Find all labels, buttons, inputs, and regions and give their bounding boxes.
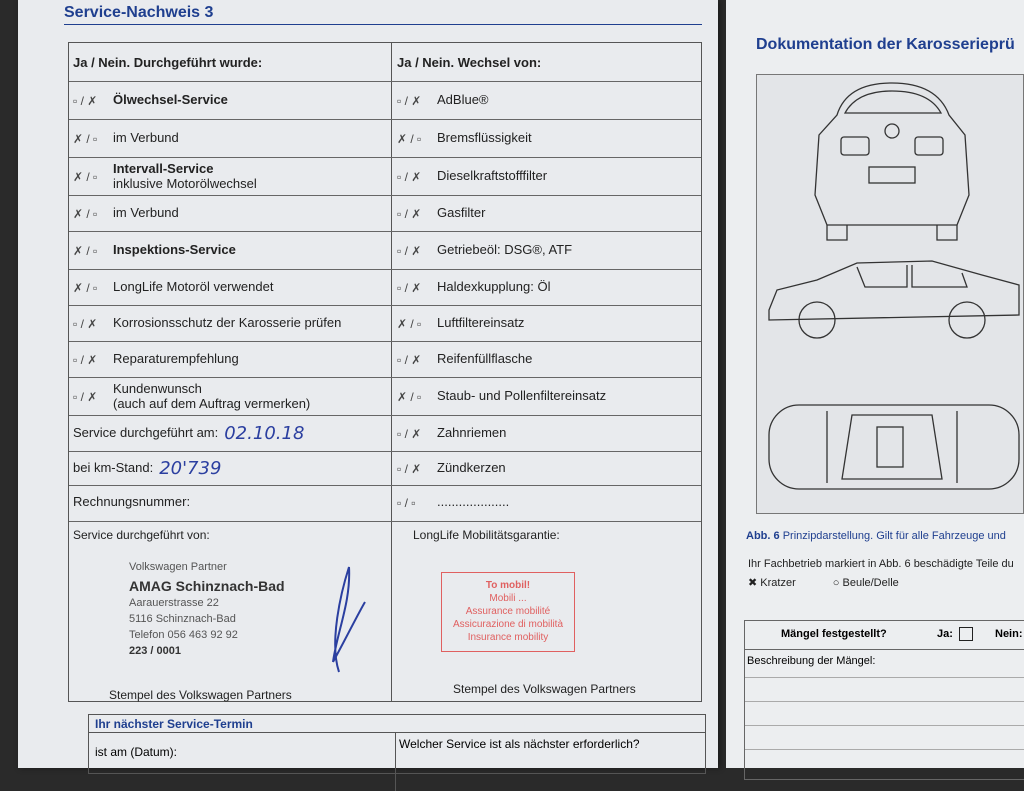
mobility-stamp bbox=[441, 572, 575, 652]
row-label bbox=[113, 316, 341, 331]
legend-scratch: ✖ Kratzer bbox=[748, 577, 796, 589]
next-service-type-label: Welcher Service ist als nächster erforderlich? bbox=[399, 737, 640, 751]
figure-caption bbox=[746, 530, 1006, 542]
car-side-view bbox=[769, 261, 1019, 338]
checkbox-pair[interactable]: ▫ / ✗ bbox=[397, 280, 422, 295]
checkbox-pair[interactable]: ✗ / ▫ bbox=[73, 280, 98, 295]
stamp-line-1: Mobili ... bbox=[489, 593, 527, 604]
checkbox-pair[interactable]: ✗ / ▫ bbox=[73, 243, 98, 258]
title-rule bbox=[64, 24, 702, 25]
defects-question-row bbox=[745, 621, 1024, 650]
row-label-text: Luftfiltereinsatz bbox=[437, 315, 525, 331]
row-label-text: Zahnriemen bbox=[437, 425, 507, 441]
row-label-text: Reparaturempfehlung bbox=[113, 351, 239, 367]
defects-description-label: Beschreibung der Mängel: bbox=[747, 655, 876, 667]
header-right: Ja / Nein. Wechsel von: bbox=[397, 54, 542, 70]
checkbox-pair[interactable]: ▫ / ✗ bbox=[397, 169, 422, 184]
row-label-text: Bremsflüssigkeit bbox=[437, 130, 532, 146]
defects-box bbox=[744, 620, 1024, 780]
row-label-text: Dieselkraftstofffilter bbox=[437, 168, 548, 184]
row-label bbox=[113, 243, 236, 258]
checkbox-pair[interactable]: ✗ / ▫ bbox=[73, 206, 98, 221]
partner-name: AMAG Schinznach-Bad bbox=[129, 577, 285, 594]
next-service-date-label: ist am (Datum): bbox=[95, 745, 178, 759]
row-label-text: Intervall-Service bbox=[113, 160, 214, 176]
checkbox-pair[interactable]: ▫ / ✗ bbox=[397, 243, 422, 258]
partner-address2: 5116 Schinznach-Bad bbox=[129, 613, 236, 626]
checkbox-pair[interactable]: ✗ / ▫ bbox=[397, 131, 422, 146]
service-grid bbox=[68, 42, 702, 702]
service-row bbox=[69, 485, 701, 519]
stamp-right-label: LongLife Mobilitätsgarantie: bbox=[413, 528, 560, 542]
service-row bbox=[69, 231, 701, 269]
row-label-text: AdBlue® bbox=[437, 92, 489, 108]
partner-code: 223 / 0001 bbox=[129, 645, 181, 658]
row-label-text: im Verbund bbox=[113, 130, 179, 146]
row-label-text: Gasfilter bbox=[437, 205, 486, 221]
stamp-left-label: Service durchgeführt von: bbox=[73, 528, 210, 542]
checkbox-pair[interactable]: ▫ / ✗ bbox=[397, 206, 422, 221]
checkbox-pair[interactable]: ▫ / ✗ bbox=[397, 426, 422, 441]
next-service-header: Ihr nächster Service-Termin bbox=[89, 715, 705, 733]
description-line bbox=[745, 677, 1024, 678]
row-label-text: Kundenwunsch bbox=[113, 380, 202, 396]
header-row bbox=[69, 43, 701, 81]
row-sublabel: (auch auf dem Auftrag vermerken) bbox=[113, 395, 311, 411]
right-title: Dokumentation der Karosserieprü bbox=[756, 36, 1015, 53]
partner-phone: Telefon 056 463 92 92 bbox=[129, 629, 238, 642]
right-page bbox=[726, 0, 1024, 768]
row-label-text: Haldexkupplung: Öl bbox=[437, 279, 551, 295]
service-row bbox=[69, 341, 701, 377]
stamp-line-3: Assicurazione di mobilità bbox=[452, 619, 564, 630]
row-label-text: Rechnungsnummer: bbox=[73, 494, 191, 510]
partner-address1: Aarauerstrasse 22 bbox=[129, 597, 219, 610]
checkbox-pair[interactable]: ▫ / ✗ bbox=[73, 389, 98, 404]
stamp-row bbox=[69, 521, 701, 703]
next-service-divider bbox=[395, 733, 396, 791]
description-line bbox=[745, 725, 1024, 726]
service-row bbox=[69, 195, 701, 231]
row-label bbox=[113, 280, 273, 295]
row-label-text: bei km-Stand: bbox=[73, 460, 154, 476]
stamp-line-0: To mobil! bbox=[485, 580, 531, 591]
row-label-text: Service durchgeführt am: bbox=[73, 425, 219, 441]
car-drawing bbox=[757, 75, 1024, 515]
service-row bbox=[69, 119, 701, 157]
mobility-area bbox=[391, 522, 703, 703]
service-row bbox=[69, 305, 701, 341]
checkbox-pair[interactable]: ▫ / ▫ bbox=[397, 495, 416, 510]
defects-yes-checkbox[interactable] bbox=[959, 627, 973, 641]
row-label bbox=[113, 352, 239, 367]
row-label bbox=[113, 131, 179, 146]
defects-no: Nein: bbox=[995, 628, 1023, 640]
next-service-box bbox=[88, 714, 706, 774]
service-row bbox=[69, 415, 701, 451]
caption-label: Abb. 6 bbox=[746, 530, 780, 542]
figure-note: Ihr Fachbetrieb markiert in Abb. 6 beschädigte Teile du bbox=[748, 558, 1014, 570]
row-label-text: Reifenfüllflasche bbox=[437, 351, 533, 367]
checkbox-pair[interactable]: ✗ / ▫ bbox=[397, 316, 422, 331]
row-label-text: .................... bbox=[437, 494, 510, 510]
defects-question: Mängel festgestellt? bbox=[781, 628, 887, 640]
row-label bbox=[73, 461, 153, 476]
stamp-line-2: Assurance mobilité bbox=[465, 606, 551, 617]
handwritten-value: 02.10.18 bbox=[224, 423, 305, 444]
stamp-footer-left: Stempel des Volkswagen Partners bbox=[109, 688, 292, 702]
car-rear-view bbox=[815, 83, 969, 240]
service-row bbox=[69, 81, 701, 119]
page-title: Service-Nachweis 3 bbox=[64, 4, 214, 21]
checkbox-pair[interactable]: ✗ / ▫ bbox=[73, 169, 98, 184]
row-label-text: LongLife Motoröl verwendet bbox=[113, 279, 274, 295]
row-label-text: Ölwechsel-Service bbox=[113, 92, 228, 108]
row-label-text: Getriebeöl: DSG®, ATF bbox=[437, 242, 573, 258]
checkbox-pair[interactable]: ▫ / ✗ bbox=[73, 352, 98, 367]
service-row bbox=[69, 451, 701, 485]
row-sublabel: inklusive Motorölwechsel bbox=[113, 175, 257, 191]
row-label-text: Korrosionsschutz der Karosserie prüfen bbox=[113, 315, 342, 331]
caption-text: Prinzipdarstellung. Gilt für alle Fahrzeuge und bbox=[782, 530, 1006, 542]
service-row bbox=[69, 157, 701, 195]
damage-legend bbox=[748, 576, 899, 589]
row-label bbox=[113, 382, 310, 412]
row-label-text: Staub- und Pollenfiltereinsatz bbox=[437, 388, 607, 404]
checkbox-pair[interactable]: ▫ / ✗ bbox=[397, 93, 422, 108]
handwritten-value: 20'739 bbox=[159, 458, 222, 479]
header-left: Ja / Nein. Durchgeführt wurde: bbox=[73, 54, 263, 70]
defects-yes: Ja: bbox=[937, 628, 953, 640]
partner-line: Volkswagen Partner bbox=[129, 561, 227, 573]
partner-stamp bbox=[129, 560, 285, 660]
row-label-text: Zündkerzen bbox=[437, 460, 506, 476]
service-row bbox=[69, 377, 701, 415]
row-label-text: im Verbund bbox=[113, 205, 179, 221]
description-line bbox=[745, 701, 1024, 702]
checkbox-pair[interactable]: ▫ / ✗ bbox=[73, 316, 98, 331]
car-diagram bbox=[756, 74, 1024, 514]
row-label bbox=[73, 426, 218, 441]
checkbox-pair[interactable]: ▫ / ✗ bbox=[397, 461, 422, 476]
checkbox-pair[interactable]: ▫ / ✗ bbox=[73, 93, 98, 108]
checkbox-pair[interactable]: ✗ / ▫ bbox=[73, 131, 98, 146]
legend-dent: ○ Beule/Delle bbox=[832, 577, 899, 589]
row-label-text: Inspektions-Service bbox=[113, 242, 236, 258]
row-label bbox=[113, 206, 179, 221]
stamp-line-4: Insurance mobility bbox=[467, 632, 549, 643]
row-label bbox=[113, 93, 228, 108]
row-label bbox=[113, 162, 257, 192]
service-row bbox=[69, 269, 701, 305]
stamp-footer-right: Stempel des Volkswagen Partners bbox=[453, 682, 636, 696]
car-top-view bbox=[769, 405, 1019, 489]
description-line bbox=[745, 749, 1024, 750]
left-page bbox=[18, 0, 718, 768]
row-label bbox=[73, 495, 190, 510]
checkbox-pair[interactable]: ✗ / ▫ bbox=[397, 389, 422, 404]
signature bbox=[319, 562, 369, 682]
checkbox-pair[interactable]: ▫ / ✗ bbox=[397, 352, 422, 367]
